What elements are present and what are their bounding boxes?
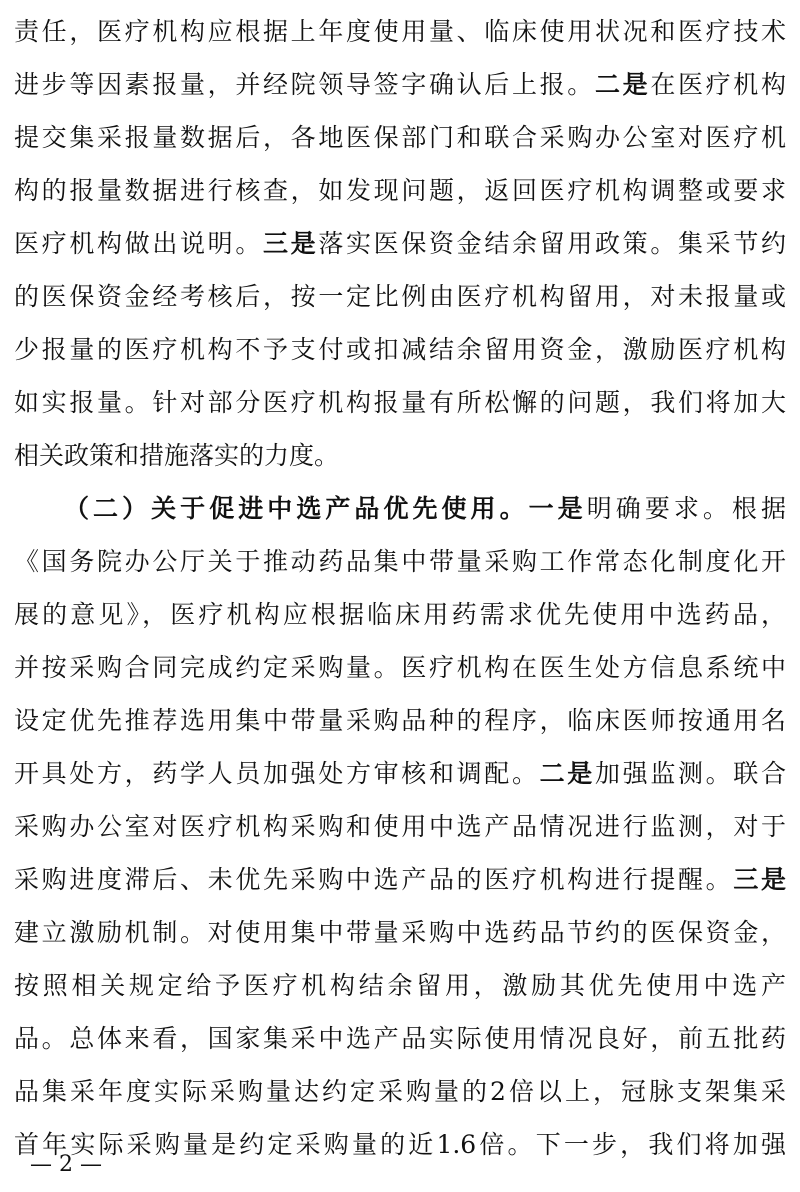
text-run: 落实医保资金结余留用政策。集采节约 <box>318 229 786 258</box>
page-number: — 2 — <box>30 1152 102 1177</box>
text-line <box>14 701 786 741</box>
text-run: 采购办公室对医疗机构采购和使用中选产品情况进行监测，对于 <box>14 812 786 841</box>
text-line <box>14 1072 786 1112</box>
text-run: 设定优先推荐选用集中带量采购品种的程序，临床医师按通用名 <box>14 706 786 735</box>
text-line <box>14 12 786 52</box>
bold-text-run: （二）关于促进中选产品优先使用。 <box>64 494 529 523</box>
bold-text-run: 二是 <box>539 759 595 788</box>
text-line <box>14 224 786 264</box>
text-line <box>14 1019 786 1059</box>
text-line <box>14 542 786 582</box>
text-line <box>14 754 786 794</box>
text-run: 加强监测。联合 <box>594 759 786 788</box>
text-run: 如实报量。针对部分医疗机构报量有所松懈的问题，我们将加大 <box>14 388 786 417</box>
text-run: 建立激励机制。对使用集中带量采购中选药品节约的医保资金， <box>14 918 786 947</box>
text-run: 少报量的医疗机构不予支付或扣减结余留用资金，激励医疗机构 <box>14 335 786 364</box>
text-line <box>14 277 786 317</box>
text-run: 医疗机构做出说明。 <box>14 229 263 258</box>
text-run: 品。总体来看，国家集采中选产品实际使用情况良好，前五批药 <box>14 1024 786 1053</box>
text-run: 的医保资金经考核后，按一定比例由医疗机构留用，对未报量或 <box>14 282 786 311</box>
text-run: 品集采年度实际采购量达约定采购量的2倍以上，冠脉支架集采 <box>14 1077 786 1106</box>
bold-text-run: 三是 <box>263 229 319 258</box>
text-line <box>14 860 786 900</box>
text-line <box>14 65 786 105</box>
bold-text-run: 二是 <box>594 70 651 99</box>
text-run: 《国务院办公厅关于推动药品集中带量采购工作常态化制度化开 <box>14 547 786 576</box>
text-run: 进步等因素报量，并经院领导签字确认后上报。 <box>14 70 595 99</box>
bold-text-run: 三是 <box>733 865 786 894</box>
text-line <box>14 807 786 847</box>
text-line <box>14 913 786 953</box>
text-run: 提交集采报量数据后，各地医保部门和联合采购办公室对医疗机 <box>14 123 786 152</box>
text-run: 相关政策和措施落实的力度。 <box>14 441 340 470</box>
text-line <box>14 648 786 688</box>
text-run: 责任，医疗机构应根据上年度使用量、临床使用状况和医疗技术 <box>14 17 786 46</box>
text-run: 明确要求。根据 <box>586 494 786 523</box>
text-run: 按照相关规定给予医疗机构结余留用，激励其优先使用中选产 <box>14 971 786 1000</box>
text-line <box>14 330 786 370</box>
text-line <box>14 1125 786 1165</box>
text-line <box>14 595 786 635</box>
text-run: 展的意见》，医疗机构应根据临床用药需求优先使用中选药品， <box>14 600 786 629</box>
text-line <box>14 118 786 158</box>
text-line <box>14 966 786 1006</box>
text-line <box>14 383 786 423</box>
text-run: 构的报量数据进行核查，如发现问题，返回医疗机构调整或要求 <box>14 176 786 205</box>
text-line <box>14 436 786 476</box>
text-run: 首年实际采购量是约定采购量的近1.6倍。下一步，我们将加强 <box>14 1130 786 1159</box>
bold-text-run: 一是 <box>528 494 587 523</box>
text-line <box>64 489 786 529</box>
text-run: 在医疗机构 <box>650 70 786 99</box>
text-run: 开具处方，药学人员加强处方审核和调配。 <box>14 759 540 788</box>
text-run: 并按采购合同完成约定采购量。医疗机构在医生处方信息系统中 <box>14 653 786 682</box>
text-run: 采购进度滞后、未优先采购中选产品的医疗机构进行提醒。 <box>14 865 734 894</box>
text-line <box>14 171 786 211</box>
